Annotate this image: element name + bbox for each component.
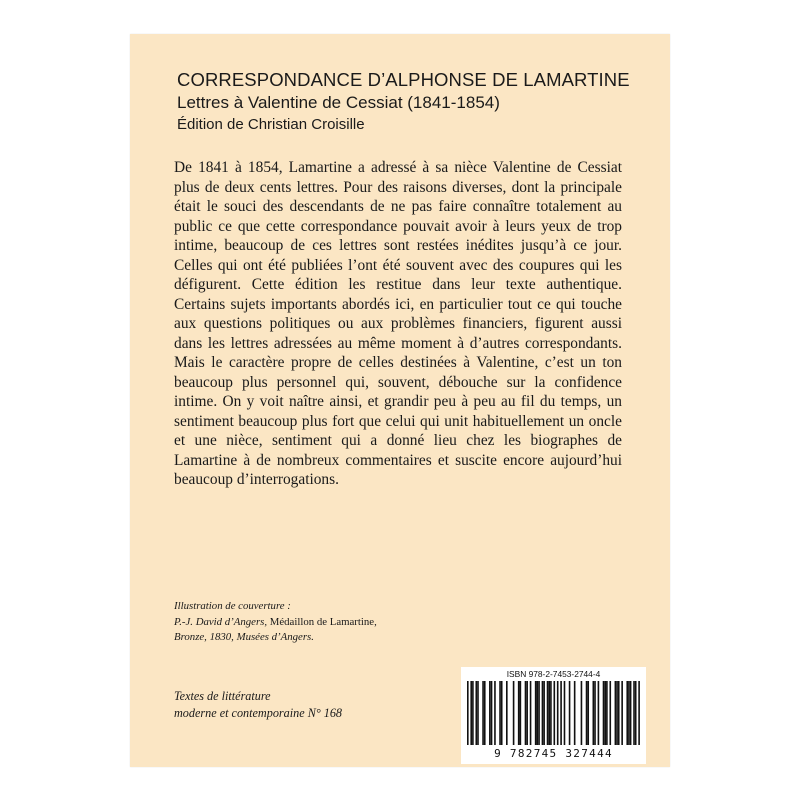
book-editor: Édition de Christian Croisille: [177, 116, 365, 133]
credits-author: P.-J. David d’Angers,: [174, 615, 268, 628]
book-title: CORRESPONDANCE D’ALPHONSE DE LAMARTINE: [177, 69, 630, 90]
credits-work: Médaillon de Lamartine,: [267, 615, 377, 628]
series-line-2: moderne et contemporaine N° 168: [174, 706, 343, 720]
blurb-paragraph: De 1841 à 1854, Lamartine a adressé à sa nièce Valentine de Cessiat plus de deux cents lettres. Pour des raisons diverses, dont la principale était le souci des descendants de ne pas faire connaître totalement au public ce que cette correspondance pouvait avoir à leurs yeux de trop intime, beaucoup de ces lettres sont restées inédites jusqu’à ce jour. Celles qui ont été publiées l’ont été souvent avec des coupures qui les défigurent. Cette édition les restitue dans leur texte authentique. Certains sujets importants abordés ici, en particulier tout ce qui touche aux questions politiques ou aux problèmes financiers, figurent aussi dans les lettres adressées au même moment à d’autres correspondants. Mais le caractère propre de celles destinées à Valentine, c’est un ton beaucoup plus personnel qui, souvent, débouche sur la confidence intime. On y voit naître ainsi, et grandir peu à peu au fil du temps, un sentiment beaucoup plus fort que celui qui unit habituellement un oncle et une nièce, sentiment qui a donné lieu chez les biographes de Lamartine à de nombreux commentaires et suscite encore aujourd’hui beaucoup d’interrogations.: [174, 159, 622, 488]
cover-illustration-credits: [174, 599, 434, 646]
cover-header: [177, 68, 647, 135]
book-back-cover: [130, 34, 670, 767]
series-line-1: Textes de littérature: [174, 689, 271, 703]
series-info: [174, 688, 434, 722]
barcode-digits: 9 782745 327444: [494, 747, 613, 760]
book-subtitle: Lettres à Valentine de Cessiat (1841-1854): [177, 93, 500, 112]
isbn-label: ISBN 978-2-7453-2744-4: [506, 669, 601, 679]
credits-label: Illustration de couverture :: [174, 600, 291, 612]
barcode-icon: [467, 681, 640, 745]
credits-line-1: [174, 615, 434, 631]
isbn-barcode-block: [461, 667, 646, 764]
credits-line-2: Bronze, 1830, Musées d’Angers.: [174, 631, 314, 644]
